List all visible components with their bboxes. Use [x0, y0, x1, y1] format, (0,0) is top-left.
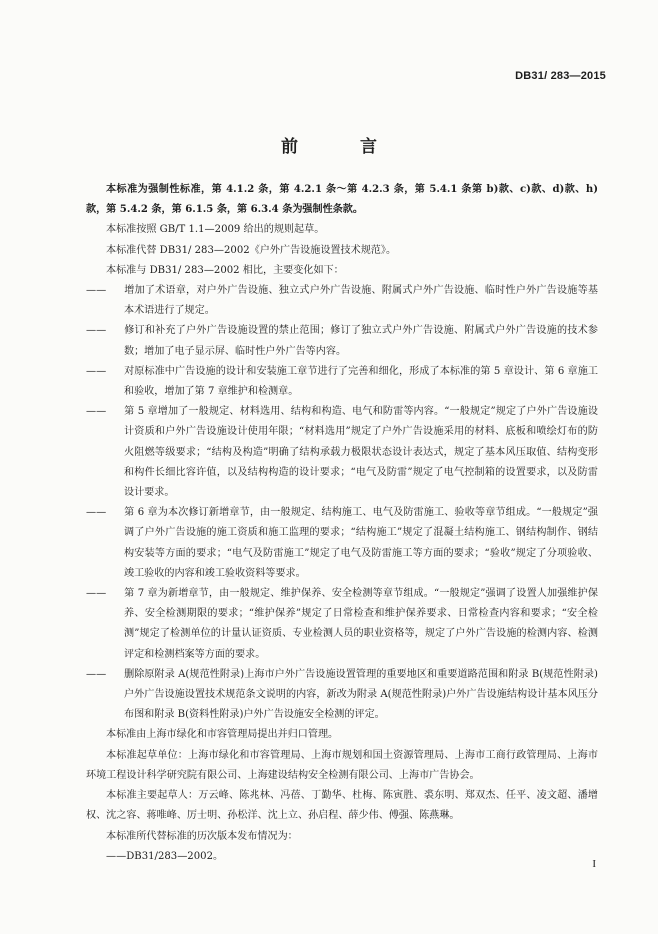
dash-mark: ——	[86, 406, 107, 418]
list-item	[86, 665, 598, 726]
dash-mark: ——	[86, 325, 107, 337]
page-number: I	[592, 858, 596, 870]
dash-mark: ——	[106, 850, 127, 862]
list-item-text: 第 7 章为新增章节，由一般规定、维护保养、安全检测等章节组成。“一般规定”强调了设置人加强维护保养、安全检测期限的要求；“维护保养”规定了日常检查和维护保养要求、日常检查内容和要求；“安全检测”规定了检测单位的计量认证资质、专业检测人员的职业资格等，规定了户外广告设施的检测内容、检测评定和检测档案等方面的要求。	[124, 588, 598, 660]
drafters-paragraph: 本标准主要起草人：万云峰、陈兆林、冯蓓、丁勤华、杜梅、陈寅胜、裘东明、郑双杰、任平、凌文超、潘增权、沈之容、蒋唯峰、厉士明、孙松洋、沈上立、孙启程、薛少伟、傅强、陈燕琳。	[86, 790, 598, 822]
list-item-text: 修订和补充了户外广告设施设置的禁止范围；修订了独立式户外广告设施、附属式户外广告设施的技术参数；增加了电子显示屏、临时性户外广告等内容。	[124, 325, 598, 357]
mandatory-clause-paragraph: 本标准为强制性标准，第 4.1.2 条，第 4.2.1 条～第 4.2.3 条，第 5.4.1 条第 b)款、c)款、d)款、h)款，第 5.4.2 条，第 6.1.5 条，第 6.3.4 条为强制性条款。	[86, 184, 598, 216]
list-item	[86, 402, 598, 503]
dash-mark: ——	[86, 588, 107, 600]
list-item-text: 对原标准中广告设施的设计和安装施工章节进行了完善和细化，形成了本标准的第 5 章设计、第 6 章施工和验收，增加了第 7 章维护和检测章。	[124, 365, 598, 398]
changes-list	[86, 281, 598, 725]
history-item-text: DB31/283—2002。	[126, 850, 224, 862]
list-item	[86, 584, 598, 665]
standard-code: DB31/ 283—2015	[515, 70, 606, 82]
dash-mark: ——	[86, 365, 107, 377]
drafting-units-paragraph: 本标准起草单位：上海市绿化和市容管理局、上海市规划和国土资源管理局、上海市工商行政管理局、上海市环境工程设计科学研究院有限公司、上海建设结构安全检测有限公司、上海市广告协会。	[86, 749, 598, 781]
list-item-text: 第 5 章增加了一般规定、材料选用、结构和构造、电气和防雷等内容。“一般规定”规定了户外广告设施设计资质和户外广告设施设计使用年限；“材料选用”规定了户外广告设施采用的材料、底板和喷绘灯布的防火阻燃等级要求；“结构及构造”明确了结构承载力极限状态设计表达式，规定了基本风压取值、结构变形和构件长细比容许值，以及结构构造的设计要求；“电气及防雷”规定了电气控制箱的设置要求，以及防雷设计要求。	[124, 406, 598, 499]
changes-intro-paragraph: 本标准与 DB31/ 283—2002 相比，主要变化如下：	[106, 264, 344, 276]
proposer-paragraph: 本标准由上海市绿化和市容管理局提出并归口管理。	[106, 729, 339, 741]
foreword-body	[86, 180, 598, 867]
dash-mark: ——	[86, 668, 107, 680]
drafting-rule-paragraph: 本标准按照 GB/T 1.1—2009 给出的规则起草。	[106, 224, 325, 236]
history-intro-paragraph: 本标准所代替标准的历次版本发布情况为：	[106, 830, 298, 842]
replacement-paragraph: 本标准代替 DB31/ 283—2002《户外广告设施设置技术规范》。	[106, 244, 397, 256]
list-item	[86, 362, 598, 402]
list-item-text: 第 6 章为本次修订新增章节，由一般规定、结构施工、电气及防雷施工、验收等章节组成。“一般规定”强调了户外广告设施的施工资质和施工监理的要求；“结构施工”规定了混凝土结构施工、钢结构制作、钢结构安装等方面的要求；“电气及防雷施工”规定了电气及防雷施工等方面的要求；“验收”规定了分项验收、竣工验收的内容和竣工验收资料等要求。	[124, 507, 598, 579]
dash-mark: ——	[86, 285, 107, 297]
list-item-text: 删除原附录 A(规范性附录)上海市户外广告设施设置管理的重要地区和重要道路范围和附录 B(规范性附录)户外广告设施设置技术规范条文说明的内容，新改为附录 A(规范性附录)户外广告设施结构设计基本风压分布图和附录 B(资料性附录)户外广告设施安全检测的评定。	[124, 668, 598, 721]
list-item-text: 增加了术语章，对户外广告设施、独立式户外广告设施、附属式户外广告设施、临时性户外广告设施等基本术语进行了规定。	[124, 285, 598, 317]
list-item	[86, 503, 598, 584]
list-item	[86, 281, 598, 321]
list-item	[86, 321, 598, 361]
dash-mark: ——	[86, 507, 107, 519]
history-item	[86, 847, 598, 867]
page-title: 前 言	[281, 137, 405, 157]
